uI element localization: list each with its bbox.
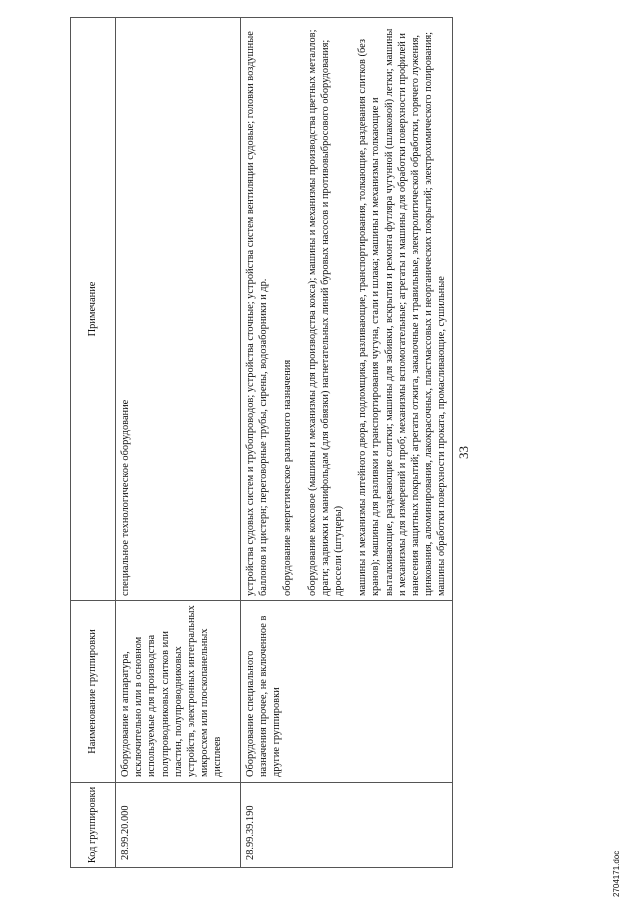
row-name: Оборудование и аппаратура, исключительно или в основном используемые для производства полупроводниковых слитков или пластин, полупроводниковых устройств, электронных интегральных микросхем или плоскопанельных дисплеев — [116, 601, 241, 783]
page-number: 33 — [456, 446, 471, 459]
row-code: 28.99.39.190 — [241, 783, 453, 868]
footer-filename: 2704171.doc — [612, 850, 621, 897]
note-paragraph: оборудование энергетическое различного назначения — [282, 359, 294, 596]
header-name: Наименование группировки — [71, 601, 116, 783]
header-code: Код группировки — [71, 783, 116, 868]
table-header-row — [71, 18, 116, 868]
classification-table — [70, 17, 453, 868]
row-name: Оборудование специального назначения прочее, не включенное в другие группировки — [241, 601, 453, 783]
note-paragraph: машины и механизмы литейного двора, подломщика, разливающие, транспортирования, толкающие, раздевания слитков (без кранов); машины для разливки и транспортирования чугуна, стали и шлака; машины и механизмы толкающие и выталкивающие, раздевающие слитки; машины для забивки, вскрытия и ремонта футляра чугунной (шлаковой) летки; машины и механизмы для измерений и проб; механизмы вспомогательные; агрегаты и машины для обработки поверхности профилей и нанесения защитных покрытий; агрегаты отжига, закалочные и травильные, электролитической обработки, горячего лужения, цинкования, алюминирования, лакокрасочных, пластмассовых и неорганических покрытий; электрохимического полирования; машины обработки поверхности проката, промасливающие, сушильные — [357, 28, 448, 596]
note-paragraph: оборудование коксовое (машины и механизмы для производства кокса); машины и механизмы производства цветных металлов; драги; задвижки к манифольдам (для обвязки) нагнетательных линий буровых насосов и противовыбросового оборудования; дроссели (штуцеры) — [306, 29, 345, 596]
table-row — [116, 18, 241, 868]
table-row — [241, 18, 453, 868]
note-paragraph: устройства судовых систем и трубопроводов; устройства сточные; устройства систем вентиляции судовые; головки воздушные баллонов и цистерн; переговорные трубы, сирены, водозаборники и др. — [245, 31, 270, 596]
row-note — [241, 18, 453, 601]
note-paragraph: специальное технологическое оборудование — [120, 399, 131, 596]
row-note — [116, 18, 241, 601]
header-note: Примечание — [71, 18, 116, 601]
row-code: 28.99.20.000 — [116, 783, 241, 868]
